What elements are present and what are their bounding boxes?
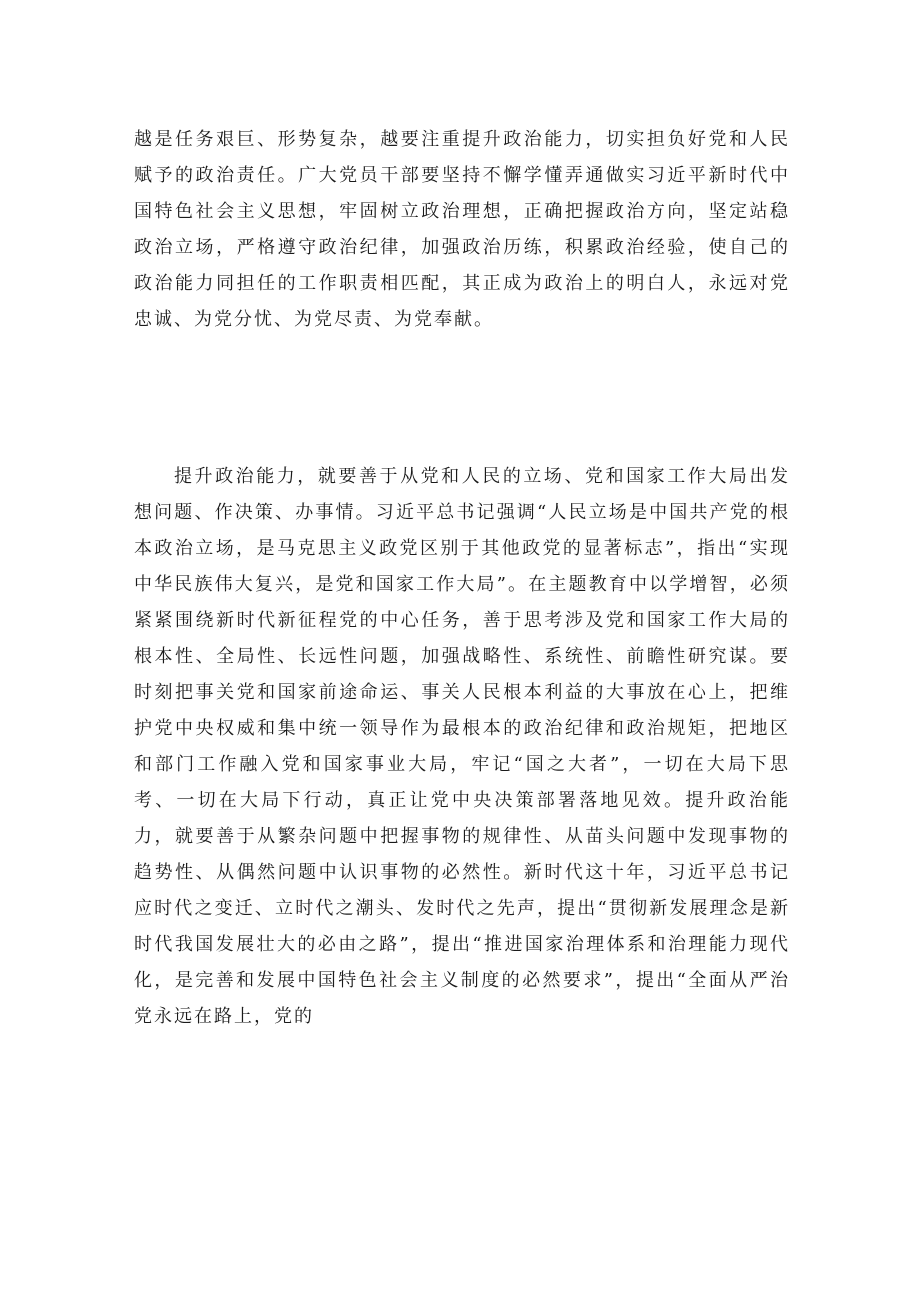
paragraph-1: 越是任务艰巨、形势复杂，越要注重提升政治能力，切实担负好党和人民赋予的政治责任。广大党员干部要坚持不懈学懂弄通做实习近平新时代中国特色社会主义思想，牢固树立政治理想，正确把握政治方向，坚定站稳政治立场，严格遵守政治纪律，加强政治历练，积累政治经验，使自己的政治能力同担任的工作职责相匹配，其正成为政治上的明白人，永远对党忠诚、为党分忧、为党尽责、为党奉献。 xyxy=(134,129,790,330)
paragraph-2: 提升政治能力，就要善于从党和人民的立场、党和国家工作大局出发想问题、作决策、办事情。习近平总书记强调“人民立场是中国共产党的根本政治立场，是马克思主义政党区别于其他政党的显著标志”，指出“实现中华民族伟大复兴，是党和国家工作大局”。在主题教育中以学增智，必须紧紧围绕新时代新征程党的中心任务，善于思考涉及党和国家工作大局的根本性、全局性、长远性问题，加强战略性、系统性、前瞻性研究谋。要时刻把事关党和国家前途命运、事关人民根本利益的大事放在心上，把维护党中央权威和集中统一领导作为最根本的政治纪律和政治规矩，把地区和部门工作融入党和国家事业大局，牢记“国之大者”，一切在大局下思考、一切在大局下行动，真正让党中央决策部署落地见效。提升政治能力，就要善于从繁杂问题中把握事物的规律性、从苗头问题中发现事物的趋势性、从偶然问题中认识事物的必然性。新时代这十年，习近平总书记应时代之变迁、立时代之潮头、发时代之先声，提出“贯彻新发展理念是新时代我国发展壮大的必由之路”，提出“推进国家治理体系和治理能力现代化，是完善和发展中国特色社会主义制度的必然要求”，提出“全面从严治党永远在路上，党的 xyxy=(134,466,790,1027)
